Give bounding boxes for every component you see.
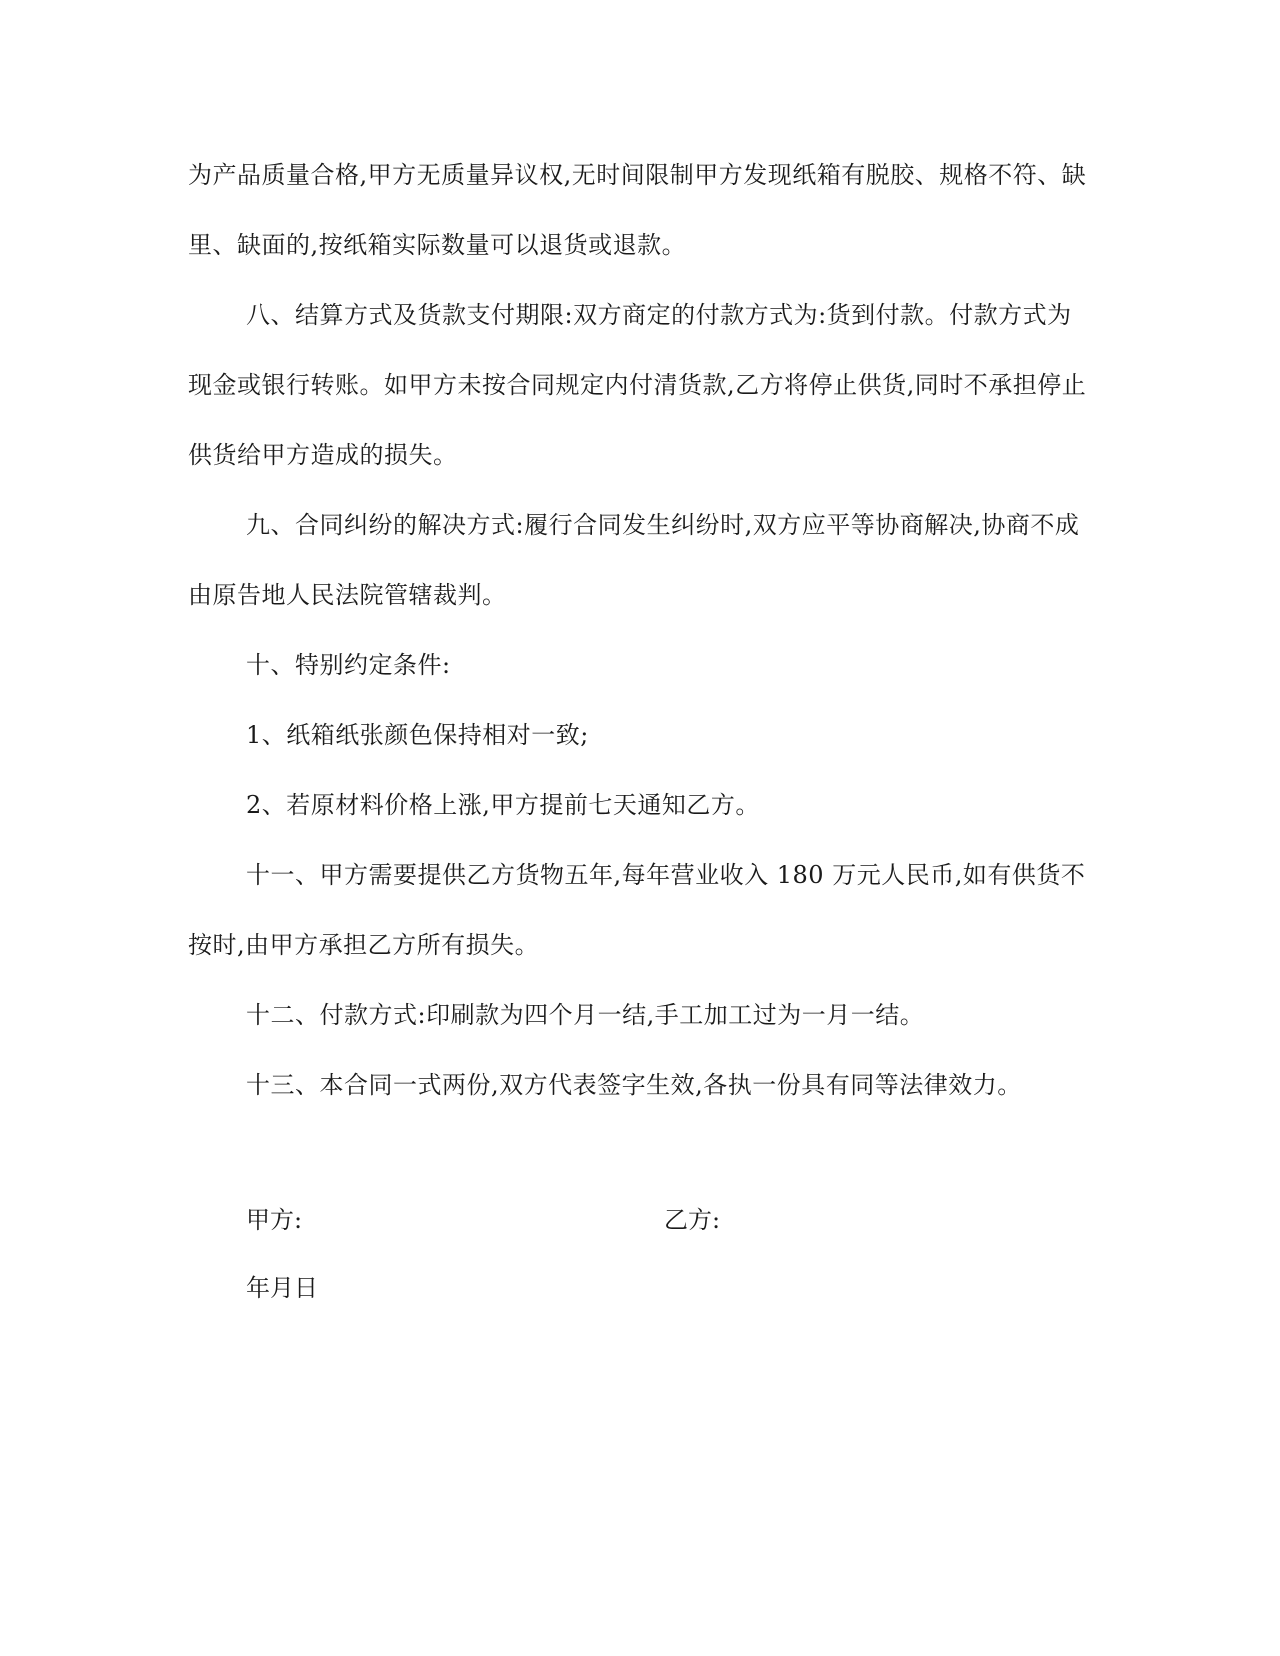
paragraph-special-term-1: 1、纸箱纸张颜色保持相对一致;	[246, 721, 589, 749]
signature-date: 年月日	[246, 1274, 318, 1302]
paragraph-clause-8-settlement: 八、结算方式及货款支付期限:双方商定的付款方式为:货到付款。付款方式为现金或银行转账。如甲方未按合同规定内付清货款,乙方将停止供货,同时不承担停止供货给甲方造成的损失。	[188, 301, 1087, 469]
paragraph-quality-clause: 为产品质量合格,甲方无质量异议权,无时间限制甲方发现纸箱有脱胶、规格不符、缺里、缺面的,按纸箱实际数量可以退货或退款。	[188, 161, 1087, 259]
paragraph-clause-13-copies: 十三、本合同一式两份,双方代表签字生效,各执一份具有同等法律效力。	[246, 1071, 1022, 1099]
paragraph-clause-12-payment: 十二、付款方式:印刷款为四个月一结,手工加工过为一月一结。	[246, 1001, 925, 1029]
party-a-label: 甲方:	[246, 1206, 303, 1234]
paragraph-clause-9-disputes: 九、合同纠纷的解决方式:履行合同发生纠纷时,双方应平等协商解决,协商不成由原告地人民法院管辖裁判。	[188, 511, 1080, 609]
paragraph-clause-10-special-terms: 十、特别约定条件:	[246, 651, 451, 679]
paragraph-clause-11-supply: 十一、甲方需要提供乙方货物五年,每年营业收入 180 万元人民币,如有供货不按时,由甲方承担乙方所有损失。	[188, 861, 1086, 959]
signature-row	[246, 1200, 1046, 1240]
party-b-label: 乙方:	[664, 1206, 721, 1234]
paragraph-special-term-2: 2、若原材料价格上涨,甲方提前七天通知乙方。	[246, 791, 760, 819]
